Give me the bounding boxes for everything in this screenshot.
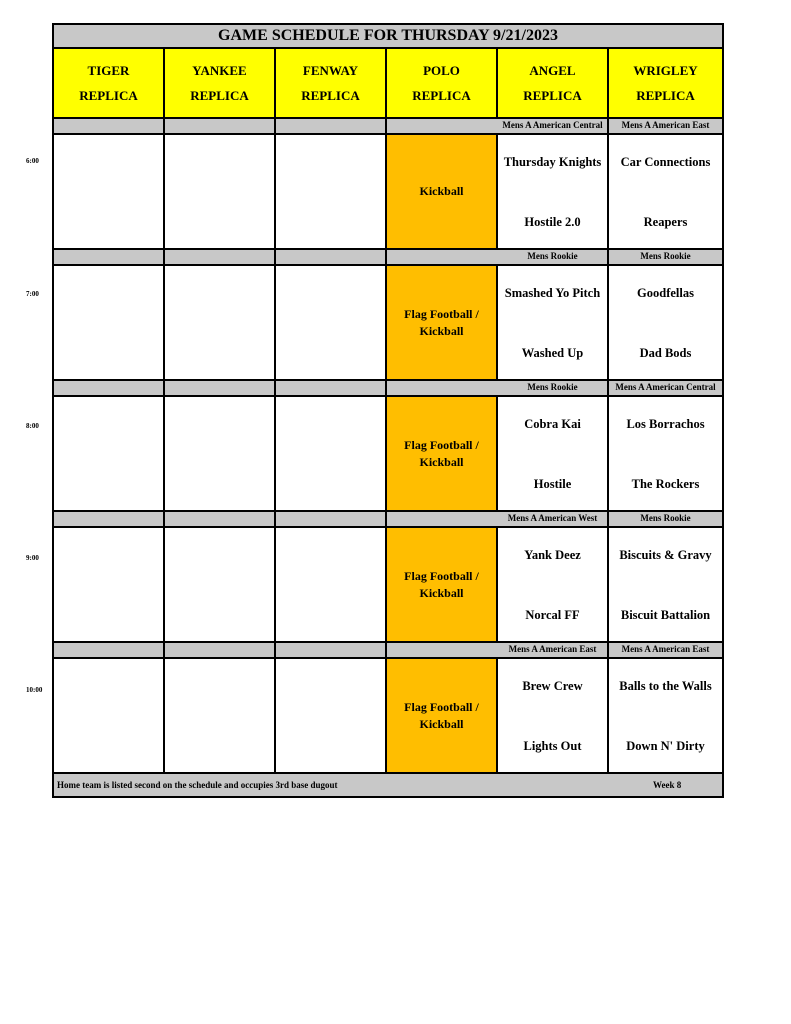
time-slot-row [54, 659, 722, 774]
time-slot-row [54, 528, 722, 643]
home-team: Down N' Dirty [626, 739, 705, 753]
field-header-fenway: FENWAY REPLICA [276, 49, 387, 117]
home-team: Norcal FF [525, 608, 580, 622]
away-team: Car Connections [620, 155, 711, 169]
division-row [54, 119, 722, 135]
away-team: Balls to the Walls [619, 679, 712, 693]
angel-division: Mens Rookie [498, 250, 609, 264]
angel-division: Mens A American West [498, 512, 609, 526]
time-label: 9:00 [26, 554, 39, 562]
wrigley-division: Mens A American East [609, 643, 722, 657]
home-team: Dad Bods [639, 346, 692, 360]
division-row [54, 643, 722, 659]
home-team: Washed Up [521, 346, 584, 360]
division-row [54, 512, 722, 528]
time-label: 7:00 [26, 290, 39, 298]
away-team: Yank Deez [524, 548, 581, 562]
angel-division: Mens A American Central [498, 119, 609, 133]
angel-game [498, 397, 609, 510]
wrigley-game [609, 266, 722, 379]
time-label: 10:00 [26, 686, 43, 694]
home-team: Biscuit Battalion [620, 608, 711, 622]
polo-activity: Kickball [387, 135, 498, 248]
field-header-wrigley: WRIGLEY REPLICA [609, 49, 722, 117]
division-row [54, 381, 722, 397]
field-header-polo: POLO REPLICA [387, 49, 498, 117]
time-slot-row [54, 135, 722, 250]
polo-activity: Flag Football / Kickball [387, 659, 498, 772]
wrigley-game [609, 397, 722, 510]
time-slot-row [54, 266, 722, 381]
field-header-tiger: TIGER REPLICA [54, 49, 165, 117]
polo-activity: Flag Football / Kickball [387, 266, 498, 379]
polo-activity: Flag Football / Kickball [387, 397, 498, 510]
home-team: Reapers [643, 215, 688, 229]
field-header-row [54, 49, 722, 119]
angel-game [498, 528, 609, 641]
wrigley-game [609, 659, 722, 772]
away-team: Smashed Yo Pitch [504, 286, 601, 300]
wrigley-division: Mens A American East [609, 119, 722, 133]
schedule-title: GAME SCHEDULE FOR THURSDAY 9/21/2023 [54, 25, 722, 49]
time-slot-row [54, 397, 722, 512]
field-header-yankee: YANKEE REPLICA [165, 49, 276, 117]
away-team: Biscuits & Gravy [619, 548, 712, 562]
angel-game [498, 135, 609, 248]
angel-division: Mens Rookie [498, 381, 609, 395]
division-row [54, 250, 722, 266]
field-header-angel: ANGEL REPLICA [498, 49, 609, 117]
week-label: Week 8 [653, 780, 682, 790]
away-team: Los Borrachos [626, 417, 705, 431]
angel-game [498, 266, 609, 379]
schedule-footer [54, 774, 722, 796]
time-label: 6:00 [26, 157, 39, 165]
home-team: Lights Out [523, 739, 582, 753]
home-team-note: Home team is listed second on the schedule and occupies 3rd base dugout [57, 780, 338, 790]
away-team: Thursday Knights [503, 155, 602, 169]
wrigley-game [609, 135, 722, 248]
home-team: The Rockers [631, 477, 700, 491]
angel-division: Mens A American East [498, 643, 609, 657]
polo-activity: Flag Football / Kickball [387, 528, 498, 641]
away-team: Goodfellas [637, 286, 694, 300]
angel-game [498, 659, 609, 772]
away-team: Brew Crew [522, 679, 583, 693]
away-team: Cobra Kai [524, 417, 581, 431]
wrigley-division: Mens A American Central [609, 381, 722, 395]
home-team: Hostile 2.0 [524, 215, 581, 229]
wrigley-division: Mens Rookie [609, 512, 722, 526]
time-label: 8:00 [26, 422, 39, 430]
wrigley-division: Mens Rookie [609, 250, 722, 264]
home-team: Hostile [533, 477, 572, 491]
wrigley-game [609, 528, 722, 641]
schedule-table [52, 23, 724, 798]
